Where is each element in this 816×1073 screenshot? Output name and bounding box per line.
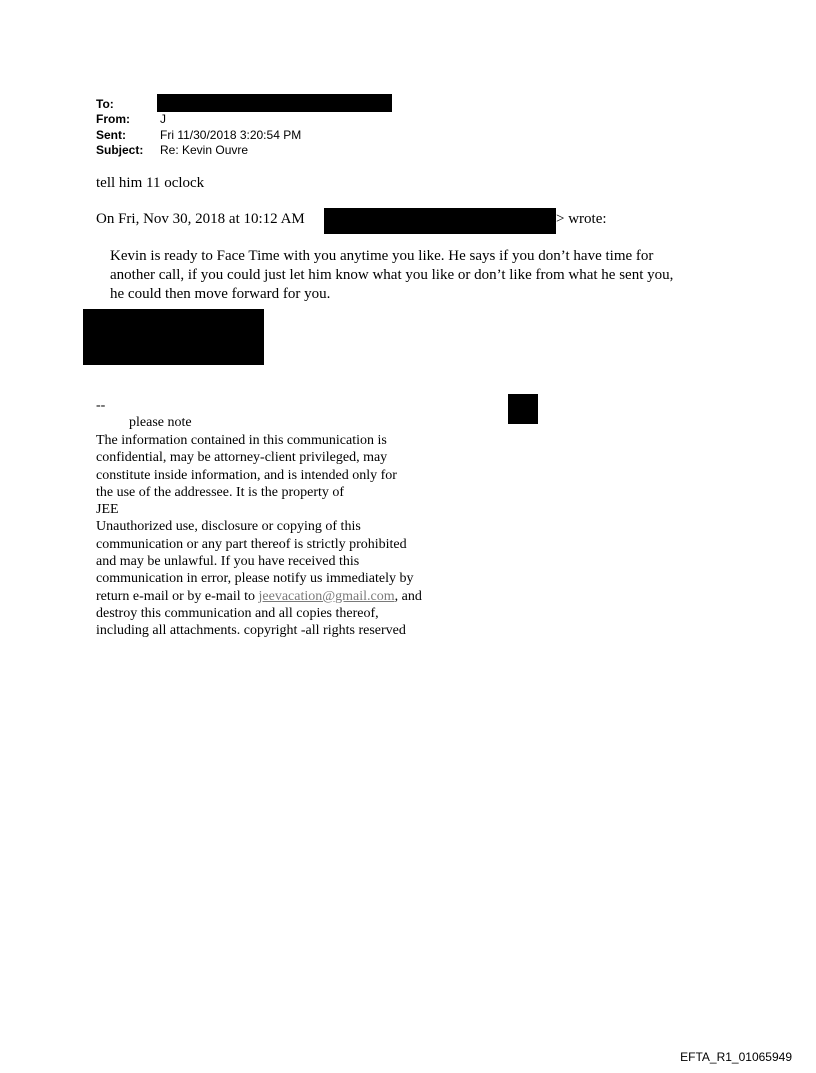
please-note: please note	[129, 415, 192, 430]
disclaimer-line-email	[96, 588, 422, 605]
logo-redaction	[508, 394, 538, 424]
signature-redaction	[83, 309, 264, 365]
quoted-line-2: another call, if you could just let him know what you like or don’t like from what he sent you,	[110, 267, 674, 283]
disclaimer-line: and may be unlawful. If you have received this	[96, 554, 360, 570]
disclaimer-line: constitute inside information, and is intended only for	[96, 467, 397, 483]
disclaimer-text: , and	[394, 588, 422, 604]
subject-label: Subject:	[96, 143, 144, 157]
sent-label: Sent:	[96, 128, 126, 142]
disclaimer-line: communication or any part thereof is strictly prohibited	[96, 536, 407, 552]
disclaimer-line: communication in error, please notify us immediately by	[96, 571, 414, 587]
quote-intro-start: On Fri, Nov 30, 2018 at 10:12 AM	[96, 211, 305, 227]
from-label: From:	[96, 112, 130, 126]
disclaimer-line: JEE	[96, 502, 119, 518]
from-value: J	[160, 112, 166, 126]
disclaimer-line: including all attachments. copyright -all rights reserved	[96, 623, 406, 639]
email-link[interactable]: jeevacation@gmail.com	[258, 588, 395, 604]
to-redaction	[157, 94, 392, 112]
quoted-line-3: he could then move forward for you.	[110, 286, 331, 302]
disclaimer	[96, 432, 422, 640]
disclaimer-line: the use of the addressee. It is the property of	[96, 484, 345, 500]
quoted-line-1: Kevin is ready to Face Time with you anytime you like. He says if you don’t have time for	[110, 248, 654, 264]
to-label: To:	[96, 97, 114, 111]
sent-value: Fri 11/30/2018 3:20:54 PM	[160, 128, 302, 142]
disclaimer-line: The information contained in this communication is	[96, 433, 387, 448]
quote-intro-end: > wrote:	[556, 211, 607, 227]
subject-value: Re: Kevin Ouvre	[160, 143, 249, 157]
disclaimer-line: confidential, may be attorney-client privileged, may	[96, 450, 388, 466]
sender-redaction	[324, 208, 556, 234]
disclaimer-line: destroy this communication and all copies thereof,	[96, 605, 379, 621]
disclaimer-line: Unauthorized use, disclosure or copying of this	[96, 519, 361, 535]
reply-text: tell him 11 oclock	[96, 175, 205, 191]
signature-separator: --	[96, 398, 106, 413]
document-id: EFTA_R1_01065949	[680, 1050, 792, 1064]
disclaimer-text: return e-mail or by e-mail to	[96, 588, 259, 604]
